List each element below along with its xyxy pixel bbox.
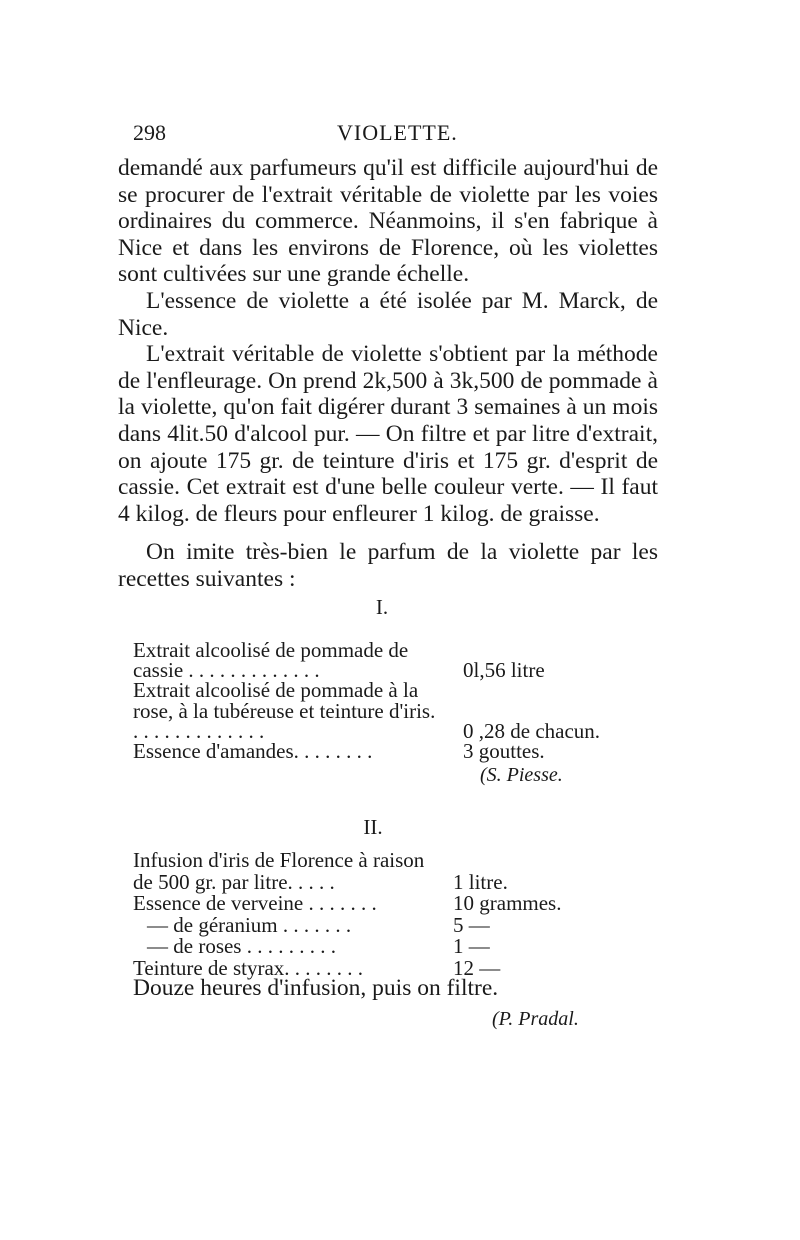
- ingredient-name: Infusion d'iris de Florence à raison de 500 gr. par litre. . . . .: [133, 848, 425, 894]
- ingredient-name: — de roses . . . . . . . . .: [147, 934, 336, 958]
- recipe-2-list: [133, 850, 653, 979]
- recipe-row: [133, 680, 653, 741]
- ingredient-quantity: 0l,56 litre: [463, 658, 545, 683]
- ingredient-quantity: 0 ,28 de chacun.: [463, 718, 601, 743]
- recipe-2-attribution: (P. Pradal.: [492, 1008, 579, 1030]
- ingredient-name: Essence de verveine . . . . . . .: [133, 891, 377, 915]
- ingredient-quantity: 5 —: [453, 912, 490, 937]
- running-title: VIOLETTE.: [337, 120, 458, 145]
- recipe-2-numeral: II.: [363, 815, 383, 839]
- paragraph-2: L'essence de violette a été isolée par M. Marck, de Nice.: [118, 287, 658, 341]
- recipe-1-numeral: I.: [375, 595, 389, 619]
- body-text: [118, 155, 658, 593]
- ingredient-quantity: 12 —: [453, 955, 501, 980]
- ingredient-quantity: 1 litre.: [453, 869, 508, 894]
- ingredient-name: Essence d'amandes. . . . . . . .: [133, 739, 373, 764]
- ingredient-name: — de géranium . . . . . . .: [147, 912, 352, 937]
- ingredient-quantity: 3 gouttes.: [463, 739, 545, 764]
- page-number: 298: [133, 120, 166, 145]
- ingredient-quantity: 10 grammes.: [453, 891, 562, 915]
- ingredient-name: Extrait alcoolisé de pommade à la rose, à la tubéreuse et teinture d'iris. . . . . . . . . . . . . .: [133, 678, 436, 743]
- recipe-1-list: [133, 638, 653, 764]
- recipe-row: [133, 850, 653, 893]
- recipe-1-attribution: (S. Piesse.: [480, 764, 563, 786]
- recipe-row: [133, 893, 653, 915]
- recipe-row: [133, 912, 653, 937]
- ingredient-name: Extrait alcoolisé de pommade de cassie . . . . . . . . . . . . .: [133, 638, 409, 683]
- recipe-row: [133, 638, 653, 683]
- paragraph-1: demandé aux parfumeurs qu'il est difficile aujourd'hui de se procurer de l'extrait véritable de violette par les voies ordinaires du commerce. Néanmoins, il s'en fabrique à Nice et dans les environs de Florence, où les violettes sont cultivées sur une grande échelle.: [118, 155, 658, 288]
- ingredient-name: Teinture de styrax. . . . . . . .: [133, 955, 364, 980]
- page-header: [133, 120, 653, 150]
- paragraph-4: On imite très-bien le parfum de la violette par les recettes suivantes :: [118, 539, 658, 592]
- paragraph-3: L'extrait véritable de violette s'obtient par la méthode de l'enfleurage. On prend 2k,500 à 3k,500 de pommade à la violette, qu'on fait digérer durant 3 semaines à un mois dans 4lit.50 d'alcool pur. — On filtre et par litre d'extrait, on ajoute 175 gr. de teinture d'iris et 175 gr. d'esprit de cassie. Cet extrait est d'une belle couleur verte. — Il faut 4 kilog. de fleurs pour enfleurer 1 kilog. de graisse.: [118, 341, 658, 527]
- ingredient-quantity: 1 —: [453, 934, 490, 958]
- recipe-2-instruction: Douze heures d'infusion, puis on filtre.: [133, 975, 499, 1001]
- recipe-row: [133, 936, 653, 958]
- recipe-row: [133, 739, 653, 764]
